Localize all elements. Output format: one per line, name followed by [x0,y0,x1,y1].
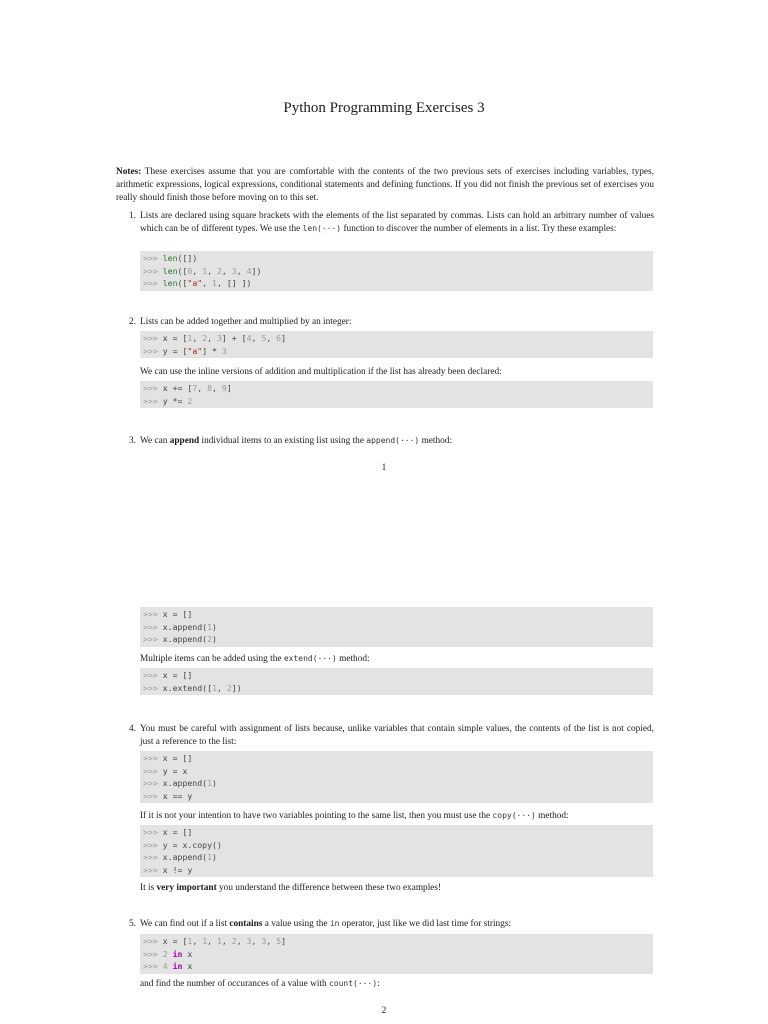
inline-code: extend(···) [283,654,337,663]
page-2 [0,480,768,1024]
code-prompt: >>> [143,948,158,959]
code-line: >>> y = x.copy() [143,839,222,850]
code-line: >>> y = x [143,765,188,776]
notes-label: Notes: [116,167,142,177]
code-prompt: >>> [143,936,158,946]
text-segment: If it is not your intention to have two variables pointing to the same list, then you must use the [140,811,493,821]
exercise-text [140,210,654,236]
code-line: >>> x = [1, 1, 1, 2, 3, 3, 5] [143,936,287,946]
code-prompt: >>> [143,765,158,776]
paragraph [140,810,654,823]
text-segment: We can find out if a list [140,919,230,929]
exercise-text [140,435,654,448]
code-line: >>> x != y [143,864,193,875]
code-line: >>> x = [] [143,753,193,763]
text-segment: We can [140,436,170,446]
code-line: >>> x.append(2) [143,634,217,645]
code-prompt: >>> [143,253,158,263]
code-block [140,751,653,803]
code-line: >>> x == y [143,790,193,801]
code-line: >>> len([]) [143,253,198,263]
text-segment: method: [419,436,453,446]
code-line: >>> x.extend([1, 2]) [143,682,242,693]
exercise-text: You must be careful with assignment of lists because, unlike variables that contain simple values, the contents of the list is not copied, just a reference to the list: [140,724,654,747]
code-block [140,381,653,408]
code-line: >>> x = [] [143,670,193,680]
code-block [140,607,653,647]
exercise-number: 2. [129,317,136,327]
paragraph [140,978,654,991]
code-line: >>> x += [7, 8, 9] [143,383,232,393]
exercise-text: Lists can be added together and multiplied by an integer: [140,317,352,327]
exercise-number: 5. [129,919,136,929]
paragraph: We can use the inline versions of addition and multiplication if the list has already been declared: [140,367,502,377]
code-prompt: >>> [143,827,158,837]
code-line: >>> x.append(1) [143,621,217,632]
text-segment: you understand the difference between these two examples! [216,883,442,893]
exercise-number: 1. [129,211,136,221]
text-segment: a value using the [262,919,330,929]
inline-code: in [329,919,340,928]
exercise-text [140,918,654,931]
code-line: >>> len(["a", 1, [] ]) [143,278,252,289]
text-segment: function to discover the number of elements in a list. Try these examples: [341,223,617,234]
code-line: >>> x = [] [143,609,193,619]
paragraph [140,653,654,666]
code-prompt: >>> [143,609,158,619]
code-line: >>> x = [1, 2, 3] + [4, 5, 6] [143,333,287,343]
exercise-number: 4. [129,724,136,734]
code-prompt: >>> [143,753,158,763]
code-line: >>> 4 in x [143,961,193,972]
code-prompt: >>> [143,961,158,972]
text-segment: and find the number of occurances of a value with [140,979,329,989]
text-segment: individual items to an existing list using the [199,436,367,446]
code-prompt: >>> [143,852,158,863]
inline-code: append(···) [366,436,420,445]
code-line: >>> x.append(1) [143,852,217,863]
code-block [140,934,653,974]
notes-paragraph [116,166,654,205]
text-segment: Lists are declared using square brackets with the elements of the list separated by commas. Lists can hold an arbitrary number of values which can be of different types. We use the [140,211,654,234]
code-prompt: >>> [143,670,158,680]
notes-text: These exercises assume that you are comfortable with the contents of the two previous sets of exercises including variables, types, arithmetic expressions, logical expressions, conditional statements and defining functions. If you did not finish the previous set of exercises you really should finish those before moving on to this set. [116,167,654,203]
code-prompt: >>> [143,278,158,289]
bold-term: contains [229,919,263,929]
inline-code: count(···) [328,979,378,988]
code-prompt: >>> [143,682,158,693]
code-block [140,251,653,291]
code-prompt: >>> [143,778,158,789]
code-prompt: >>> [143,395,158,406]
code-block [140,331,653,358]
code-prompt: >>> [143,265,158,276]
code-prompt: >>> [143,790,158,801]
code-prompt: >>> [143,634,158,645]
code-line: >>> 2 in x [143,948,193,959]
code-prompt: >>> [143,345,158,356]
text-segment: method: [336,654,370,664]
code-prompt: >>> [143,333,158,343]
paragraph [140,882,654,895]
inline-code: len(···) [302,223,342,233]
code-line: >>> len([0, 1, 2, 3, 4]) [143,265,262,276]
code-prompt: >>> [143,864,158,875]
text-segment: operator, just like we did last time for strings: [339,919,512,929]
code-prompt: >>> [143,621,158,632]
text-segment: method: [535,811,569,821]
document-title: Python Programming Exercises 3 [283,100,485,116]
text-segment: Multiple items can be added using the [140,654,284,664]
page-number: 2 [381,1006,387,1016]
code-block [140,825,653,877]
code-prompt: >>> [143,383,158,393]
page-1 [0,0,768,480]
inline-code: copy(···) [492,811,536,820]
bold-term: very important [156,883,217,893]
code-line: >>> x = [] [143,827,193,837]
text-segment: It is [140,883,157,893]
text-segment: : [377,979,380,989]
code-line: >>> y = ["a"] * 3 [143,345,227,356]
exercise-number: 3. [129,436,136,446]
code-line: >>> x.append(1) [143,778,217,789]
bold-term: append [169,436,200,446]
code-block [140,668,653,695]
page-number: 1 [381,463,387,473]
code-line: >>> y *= 2 [143,395,193,406]
code-prompt: >>> [143,839,158,850]
